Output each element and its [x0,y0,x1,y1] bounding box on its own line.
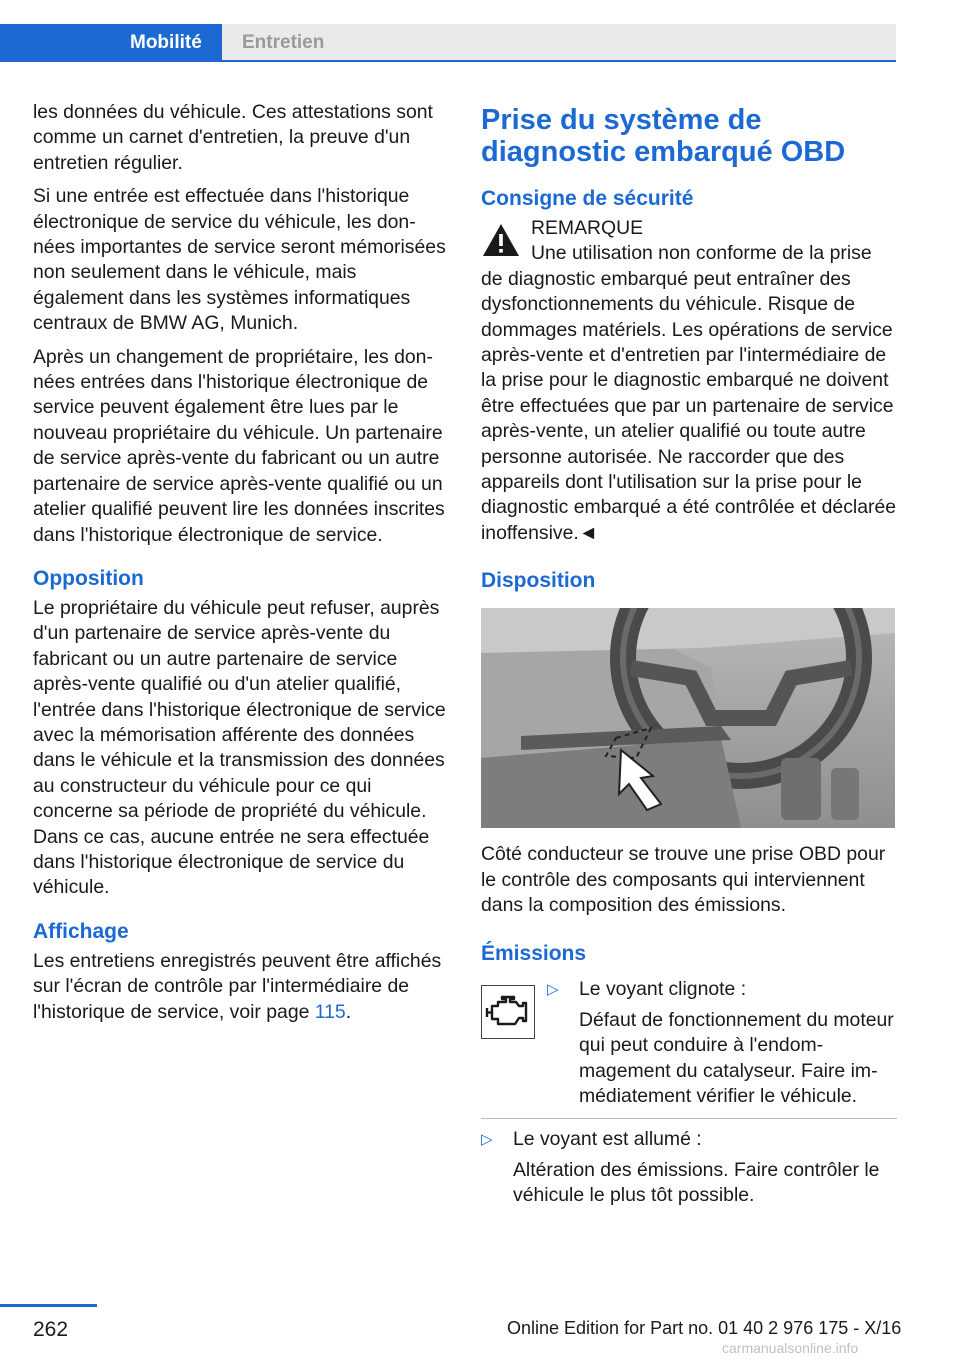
paragraph-opposition: Le propriétaire du véhicule peut refuser, auprès d'un partenaire de service après-vente du fabricant ou un autre partenaire de service après-vente qualifié ou d'un atelier qualifié, l'entrée dans l'historique électronique de service avec la mémorisation afférente des données dans le véhicule et la transmission des données au constructeur du véhicule pour ce qui concerne sa période de propriété du véhicule. Dans ce cas, aucune entrée ne sera effectuée dans l'historique électronique de service du véhicule. [33,596,446,899]
affichage-end: . [345,1000,352,1023]
footer-line [0,1304,97,1307]
list-item [547,977,897,1110]
paragraph-owner-change: Après un changement de propriétaire, les données entrées dans l'historique électronique de service peuvent également être lues par le nouveau propriétaire du véhicule. Un partenaire de service après-vente du fabricant ou un autre partenaire de service après-vente qualifié ou un atelier qualifié peuvent lire les données inscrites dans l'historique électronique de service. [33,345,445,546]
edition-text: Online Edition for Part no. 01 40 2 976 175 - X/16 [507,1318,902,1338]
warning-label: REMARQUE [531,217,644,239]
obd-location-photo [481,608,895,828]
left-column [33,100,449,1033]
tab-mobilite[interactable]: Mobilité [0,24,222,62]
page-number: 262 [33,1318,69,1341]
warning-block [481,216,897,546]
bullet-triangle-icon: ▷ [547,980,559,998]
watermark: carmanualsonline.info [722,1340,859,1356]
section-title: Prise du système de diagnostic embarqué OBD [481,104,846,168]
heading-emissions: Émissions [481,941,587,965]
heading-opposition: Opposition [33,566,144,590]
emissions-section [481,977,897,1209]
heading-affichage: Affichage [33,919,129,943]
heading-disposition: Disposition [481,569,596,593]
affichage-text: Les entretiens enregistrés peuvent être affichés sur l'écran de contrôle par l'intermédiaire de l'historique de service, voir page [33,949,442,1023]
paragraph-affichage [33,949,449,1025]
header-divider [0,60,896,62]
emissions-list [547,977,897,1110]
emissions-list-2 [481,1127,897,1209]
warning-triangle-icon [481,222,521,258]
paragraph-obd-location: Côté conducteur se trouve une prise OBD pour le contrôle des composants qui interviennent dans la composition des émissions. [481,843,886,917]
right-column [481,100,897,1209]
paragraph-attestations: les données du véhicule. Ces attestations sont comme un carnet d'entretien, la preuve d'un entretien régulier. [33,101,433,174]
tab-entretien[interactable]: Entretien [222,24,896,62]
bullet-lit-title: Le voyant est allumé : [513,1127,702,1150]
header-tabs [0,0,960,62]
engine-check-icon [481,985,535,1039]
bullet-triangle-icon: ▷ [481,1130,493,1148]
bullet-lit-text: Altération des émissions. Faire contrôler le véhicule le plus tôt possible. [513,1158,880,1207]
bullet-flashing-text: Défaut de fonctionnement du moteur qui peut conduire à l'endommagement du catalyseur. Faire immédiatement vérifier le véhicule. [579,1008,894,1108]
paragraph-entry-storage: Si une entrée est effectuée dans l'historique électronique de service du véhicule, les données importantes de service seront mémorisées non seulement dans le véhicule, mais également dans les systèmes informatiques centraux de BMW AG, Munich. [33,185,446,335]
bullet-flashing-title: Le voyant clignote : [579,977,747,1000]
list-divider [481,1118,897,1119]
list-item [481,1127,897,1209]
dashboard-illustration [481,608,895,828]
warning-text: de diagnostic embarqué peut entraîner des dysfonctionnements du véhicule. Risque de dommages matériels. Les opérations de service après-vente et d'entretien par l'intermédiaire de la prise pour le diagnostic embarqué ne doivent être effectuées que par un partenaire de service après-vente, un atelier qualifié ou toute autre personne autorisée. Ne raccorder que des appareils dont l'utilisation sur la prise pour le diagnostic embarqué a été contrôlée et déclarée inoffensive.◄ [481,267,897,544]
heading-safety: Consigne de sécurité [481,187,694,210]
warning-first-line: Une utilisation non conforme de la prise [531,242,872,265]
page-link[interactable]: 115 [314,1000,346,1023]
